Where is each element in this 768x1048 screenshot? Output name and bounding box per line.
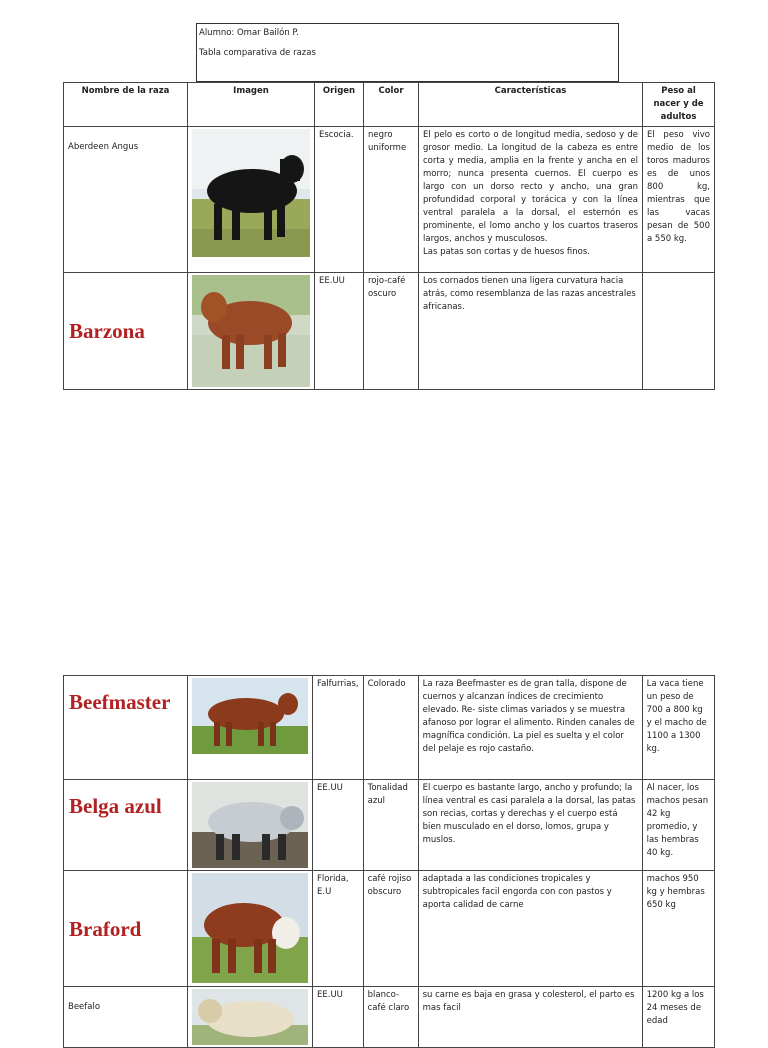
breeds-table-top [63, 82, 715, 390]
breed-origin: Florida, E.U [313, 871, 364, 987]
col-header-image: Imagen [188, 83, 315, 127]
barzona-photo [192, 275, 310, 387]
col-header-color: Color [364, 83, 419, 127]
breed-name [64, 676, 188, 780]
breed-weight: 1200 kg a los 24 meses de edad [642, 987, 714, 1048]
beefalo-photo [192, 989, 308, 1045]
aberdeen-angus-photo [192, 129, 310, 257]
breed-name: Beefalo [64, 987, 188, 1048]
breed-image-cell [188, 127, 315, 273]
document-title: Tabla comparativa de razas [199, 48, 316, 58]
breed-name-text: Beefmaster [69, 690, 171, 714]
breed-color: café rojiso obscuro [363, 871, 418, 987]
col-header-weight: Peso al nacer y de adultos [643, 83, 715, 127]
breed-name-text: Belga azul [69, 794, 162, 818]
breed-origin: EE.UU [313, 780, 364, 871]
table-row [64, 987, 715, 1048]
col-header-name: Nombre de la raza [64, 83, 188, 127]
breed-weight: Al nacer, los machos pesan 42 kg promedio, y las hembras 40 kg. [642, 780, 714, 871]
breed-name [64, 780, 188, 871]
breed-characteristics: El cuerpo es bastante largo, ancho y profundo; la línea ventral es casi paralela a la dorsal, las patas son recias, cortas y derechas y el cuerpo está bien musculado en el dorso, lomos, grupa y muslos. [418, 780, 642, 871]
header-box [196, 23, 619, 82]
breed-weight [643, 273, 715, 390]
characteristics-text-2: Las patas son cortas y de huesos finos. [423, 247, 591, 257]
breed-image-cell [188, 780, 313, 871]
breed-origin: Falfurrias, [313, 676, 364, 780]
breed-weight: El peso vivo medio de los toros maduros es de unos 800 kg, mientras que las vacas pesan de 500 a 550 kg. [643, 127, 715, 273]
breed-color: blanco-café claro [363, 987, 418, 1048]
table-header-row [64, 83, 715, 127]
breed-color: Colorado [363, 676, 418, 780]
table-row [64, 127, 715, 273]
table-row [64, 780, 715, 871]
breed-image-cell [188, 987, 313, 1048]
table-row [64, 273, 715, 390]
breed-weight: machos 950 kg y hembras 650 kg [642, 871, 714, 987]
characteristics-text: El pelo es corto o de longitud media, sedoso y de grosor medio. La longitud de la cabeza es entre corta y media, amplia en la frente y ancha en el morro; nunca presenta cuernos. El cuerpo es largo con un dorso recto y ancho, una gran profundidad corporal y torácica y con la línea ventral paralela a la dorsal, el esternón es prominente, el lomo ancho y los cuartos traseros largos, anchos y musculosos. [423, 130, 638, 244]
breed-name [64, 273, 188, 390]
breed-origin: EE.UU [315, 273, 364, 390]
breed-color: rojo-café oscuro [364, 273, 419, 390]
breed-origin: EE.UU [313, 987, 364, 1048]
braford-photo [192, 873, 308, 983]
breed-image-cell [188, 273, 315, 390]
breed-color: Tonalidad azul [363, 780, 418, 871]
beefmaster-photo [192, 678, 308, 754]
breed-characteristics: Los cornados tienen una ligera curvatura hacia atrás, como resemblanza de las razas ancestrales africanas. [419, 273, 643, 390]
breed-characteristics: su carne es baja en grasa y colesterol, el parto es mas facil [418, 987, 642, 1048]
belga-azul-photo [192, 782, 308, 868]
breed-characteristics: adaptada a las condiciones tropicales y subtropicales facil engorda con con pastos y aporta calidad de carne [418, 871, 642, 987]
breed-color: negro uniforme [364, 127, 419, 273]
breed-name-text: Barzona [69, 319, 145, 343]
breed-image-cell [188, 871, 313, 987]
breed-characteristics: La raza Beefmaster es de gran talla, dispone de cuernos y alcanzan índices de crecimiento elevado. Re- siste climas variados y se muestra afanoso por lograr el alimento. Rinden canales de magnífica condición. La piel es suelta y el color del pelaje es rojo castaño. [418, 676, 642, 780]
col-header-characteristics: Características [419, 83, 643, 127]
breeds-table-bottom [63, 675, 715, 1048]
table-row [64, 676, 715, 780]
col-header-origin: Origen [315, 83, 364, 127]
breed-name: Aberdeen Angus [64, 127, 188, 273]
breed-origin: Escocia. [315, 127, 364, 273]
student-name: Alumno: Omar Bailón P. [199, 28, 299, 38]
breed-weight: La vaca tiene un peso de 700 a 800 kg y el macho de 1100 a 1300 kg. [642, 676, 714, 780]
table-row [64, 871, 715, 987]
breed-name [64, 871, 188, 987]
breed-characteristics [419, 127, 643, 273]
breed-name-text: Braford [69, 916, 142, 941]
breed-image-cell [188, 676, 313, 780]
